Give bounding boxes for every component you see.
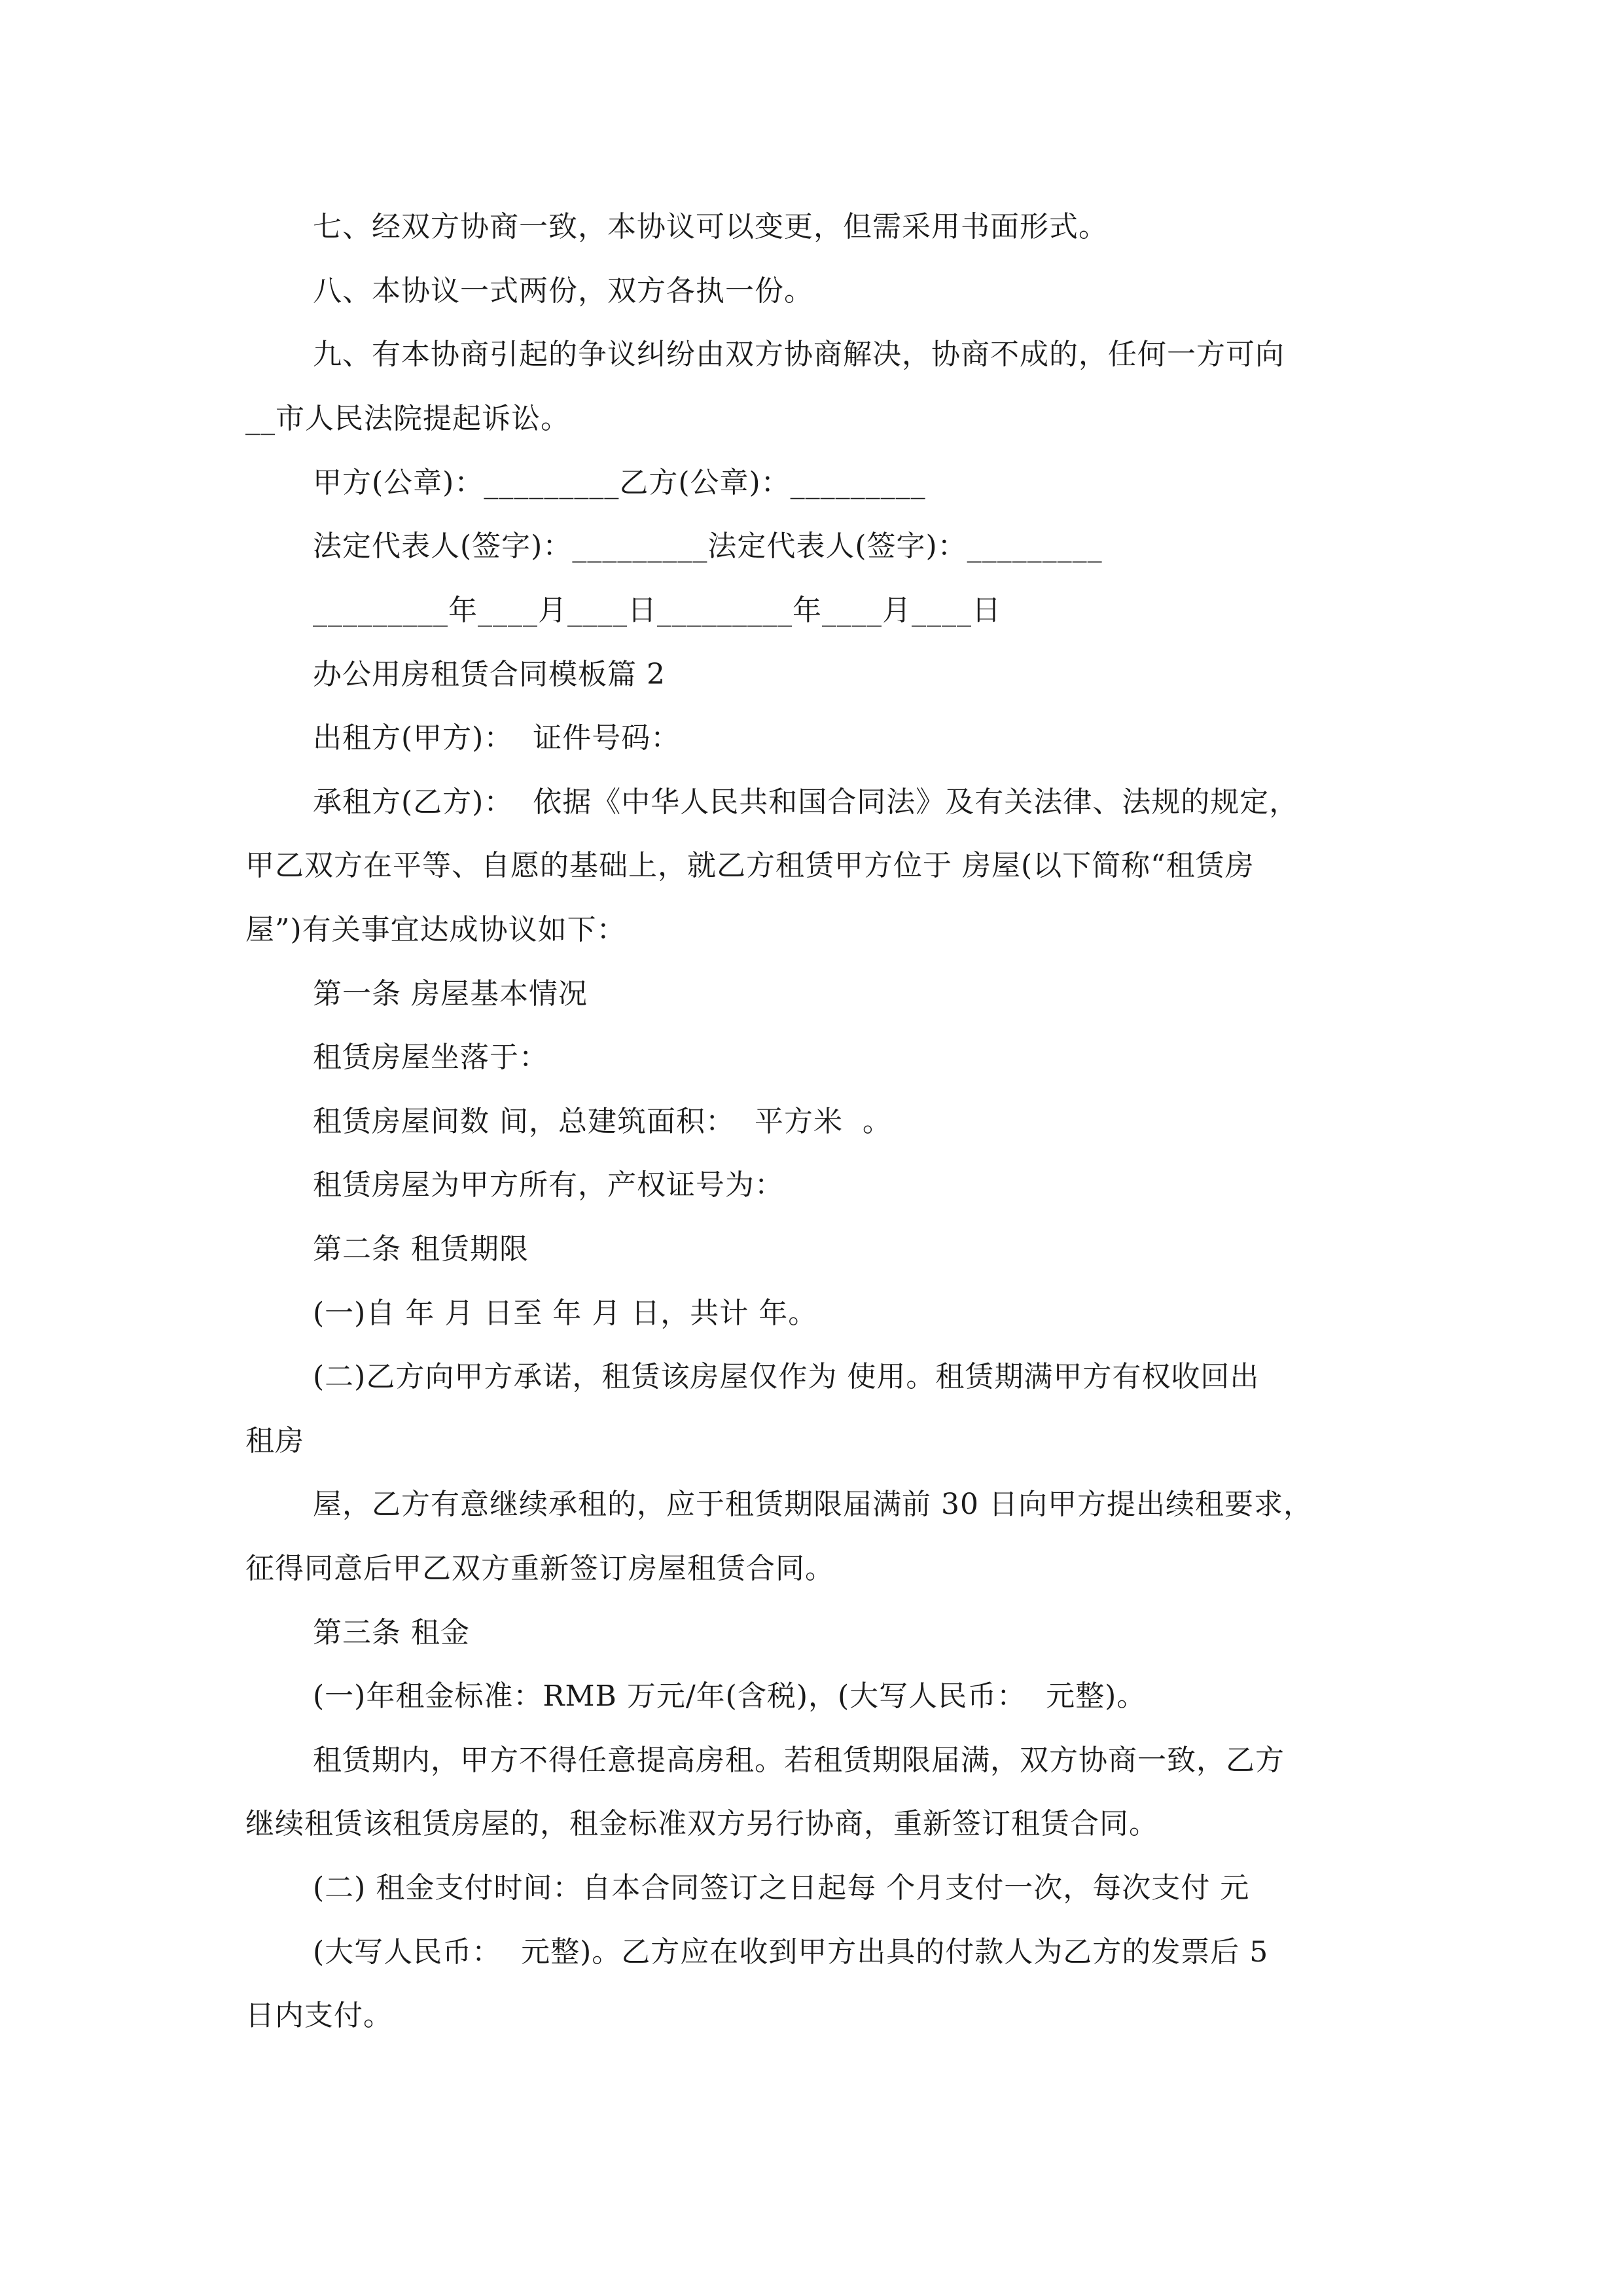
section-heading: 办公用房租赁合同模板篇 2 [313,658,666,691]
signature-representative-line: 法定代表人(签字)：_________法定代表人(签字)：_________ [313,529,1103,563]
article-heading: 第三条 租金 [313,1616,470,1649]
text-line: 日内支付。 [245,1999,393,2032]
text-line: 承租方(乙方)： 依据《中华人民共和国合同法》及有关法律、法规的规定， [313,785,1299,819]
text-line: 九、有本协商引起的争议纠纷由双方协商解决，协商不成的，任何一方可向 [313,338,1285,371]
article-heading: 第二条 租赁期限 [313,1232,529,1266]
signature-party-line: 甲方(公章)：_________乙方(公章)：_________ [313,466,926,499]
text-line: 屋”)有关事宜达成协议如下： [245,913,626,946]
text-line: 租赁房屋间数 间，总建筑面积： 平方米 。 [313,1105,892,1138]
text-line: __市人民法院提起诉讼。 [245,402,570,435]
text-line: 租赁房屋坐落于： [313,1041,548,1074]
signature-date-line: _________年____月____日_________年____月____日 [313,594,1001,627]
text-line: 租赁期内，甲方不得任意提高房租。若租赁期限届满，双方协商一致，乙方 [313,1744,1285,1777]
text-line: 继续租赁该租赁房屋的，租金标准双方另行协商，重新签订租赁合同。 [245,1807,1158,1840]
text-line: 征得同意后甲乙双方重新签订房屋租赁合同。 [245,1552,834,1585]
text-line: 租赁房屋为甲方所有，产权证号为： [313,1168,784,1202]
text-line: (大写人民币： 元整)。乙方应在收到甲方出具的付款人为乙方的发票后 5 [313,1935,1269,1969]
text-line: 租房 [245,1424,304,1458]
text-line: (一)自 年 月 日至 年 月 日，共计 年。 [313,1297,818,1330]
text-line: 甲乙双方在平等、自愿的基础上，就乙方租赁甲方位于 房屋(以下简称“租赁房 [245,849,1255,882]
text-line: (一)年租金标准：RMB 万元/年(含税)，(大写人民币： 元整)。 [313,1679,1147,1713]
text-line: 出租方(甲方)： 证件号码： [313,721,681,755]
text-line: (二)乙方向甲方承诺，租赁该房屋仅作为 使用。租赁期满甲方有权收回出 [313,1360,1260,1393]
article-heading: 第一条 房屋基本情况 [313,977,588,1011]
text-line: (二) 租金支付时间：自本合同签订之日起每 个月支付一次，每次支付 元 [313,1871,1250,1905]
text-line: 八、本协议一式两份，双方各执一份。 [313,274,813,308]
text-line: 七、经双方协商一致，本协议可以变更，但需采用书面形式。 [313,210,1108,243]
text-line: 屋，乙方有意继续承租的，应于租赁期限届满前 30 日向甲方提出续租要求， [313,1488,1313,1521]
